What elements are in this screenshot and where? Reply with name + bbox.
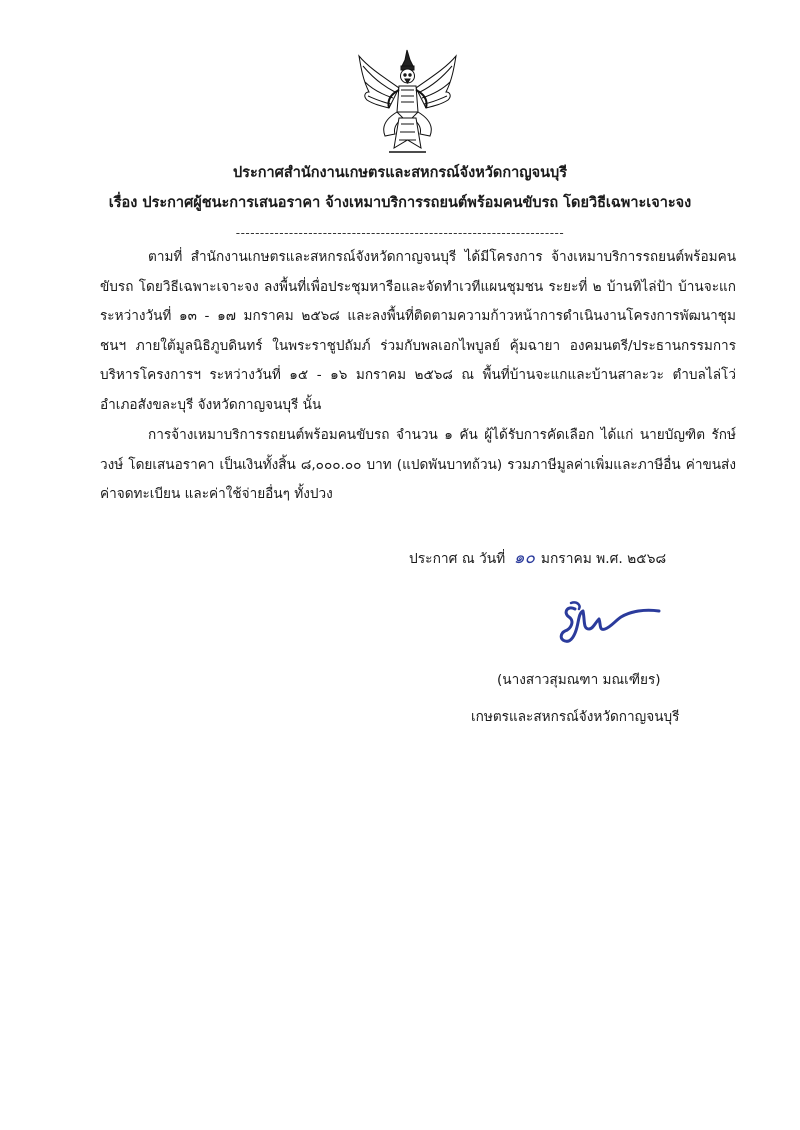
signature	[555, 595, 665, 645]
garuda-emblem	[355, 48, 460, 156]
announcement-title: ประกาศสำนักงานเกษตรและสหกรณ์จังหวัดกาญจนบุรี	[232, 165, 568, 181]
paragraph-2-text: การจ้างเหมาบริการรถยนต์พร้อมคนขับรถ จำนวน ๑ คัน ผู้ได้รับการคัดเลือก ได้แก่ นายบัญฑิต รักษ์วงษ์ โดยเสนอราคา เป็นเงินทั้งสิ้น ๘,๐๐๐.๐๐ บาท (แปดพันบาทถ้วน) รวมภาษีมูลค่าเพิ่มและภาษีอื่น ค่าขนส่ง ค่าจดทะเบียน และค่าใช้จ่ายอื่นๆ ทั้งปวง	[100, 427, 736, 502]
announcement-subject: เรื่อง ประกาศผู้ชนะการเสนอราคา จ้างเหมาบริการรถยนต์พร้อมคนขับรถ โดยวิธีเฉพาะเจาะจง	[108, 195, 692, 211]
date-prefix: ประกาศ ณ วันที่	[409, 551, 506, 567]
body-paragraph-2	[100, 421, 736, 510]
announcement-date	[409, 544, 739, 571]
signatory-position: เกษตรและสหกรณ์จังหวัดกาญจนบุรี	[471, 709, 680, 725]
signatory-name: (นางสาวสุมณฑา มณเฑียร)	[497, 672, 661, 688]
date-day-handwritten: ๑๐	[513, 548, 535, 568]
paragraph-1-text: ตามที่ สำนักงานเกษตรและสหกรณ์จังหวัดกาญจนบุรี ได้มีโครงการ จ้างเหมาบริการรถยนต์พร้อมคนขับรถ โดยวิธีเฉพาะเจาะจง ลงพื้นที่เพื่อประชุมหารือและจัดทำเวทีแผนชุมชน ระยะที่ ๒ บ้านทิไล่ป้า บ้านจะแก ระหว่างวันที่ ๑๓ - ๑๗ มกราคม ๒๕๖๘ และลงพื้นที่ติดตามความก้าวหน้าการดำเนินงานโครงการพัฒนาชุมชนฯ ภายใต้มูลนิธิภูบดินทร์ ในพระราชูปถัมภ์ ร่วมกับพลเอกไพบูลย์ คุ้มฉายา องคมนตรี/ประธานกรรมการบริหารโครงการฯ ระหว่างวันที่ ๑๕ - ๑๖ มกราคม ๒๕๖๘ ณ พื้นที่บ้านจะแกและบ้านสาละวะ ตำบลไล่โว่ อำเภอสังขละบุรี จังหวัดกาญจนบุรี นั้น	[100, 249, 736, 413]
body-paragraph-1	[100, 243, 736, 420]
date-month-year: มกราคม พ.ศ. ๒๕๖๘	[540, 551, 667, 567]
divider: --------------------------------------------------------------------	[235, 226, 565, 240]
